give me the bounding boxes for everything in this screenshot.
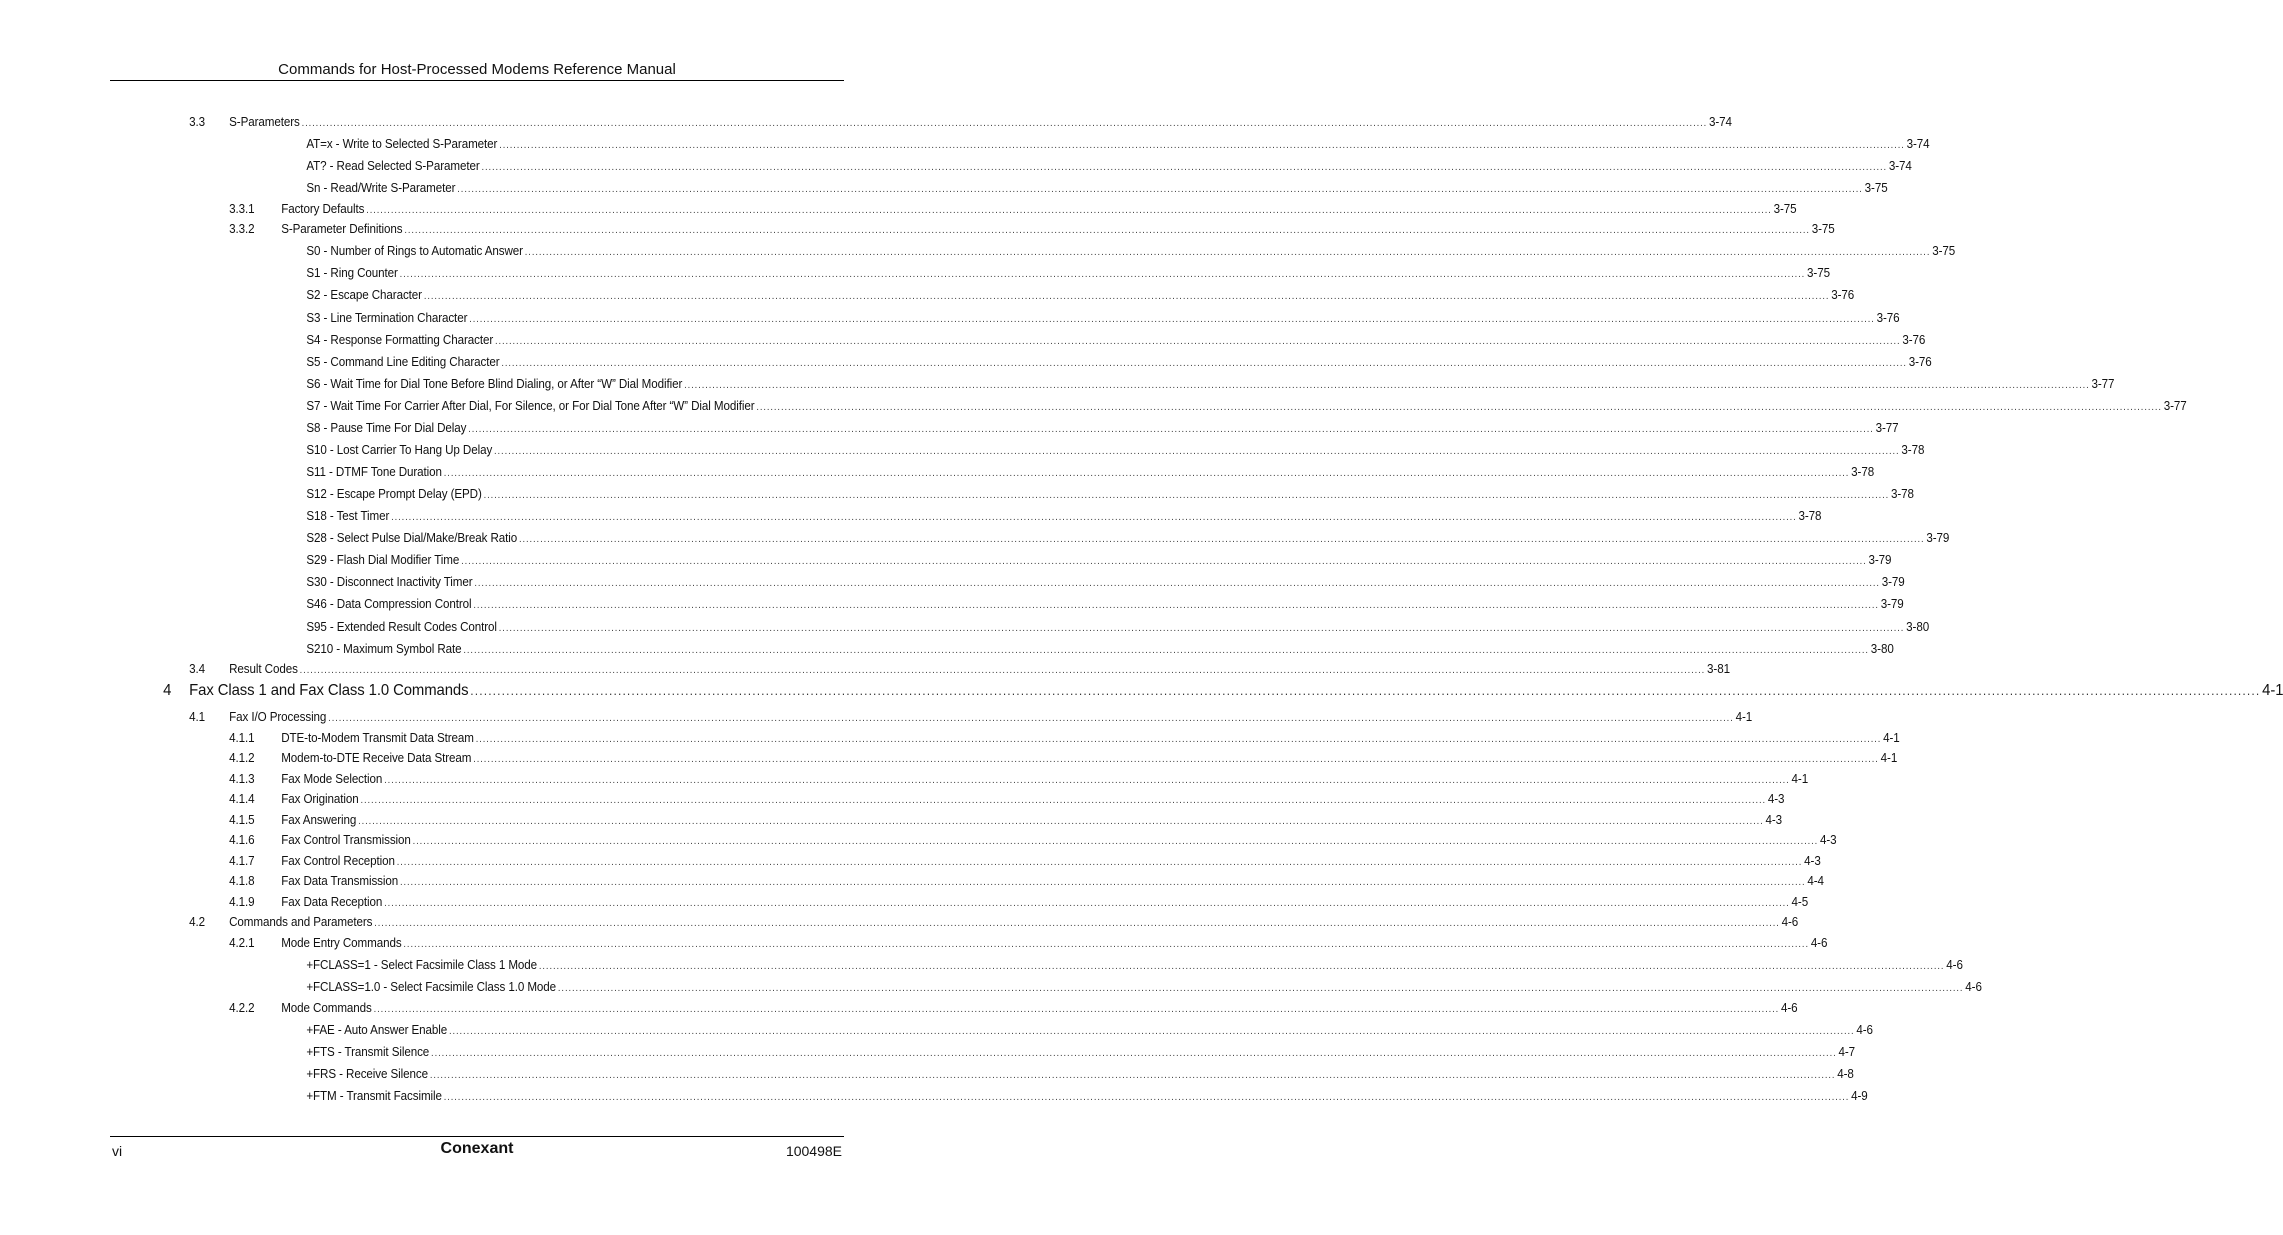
page-header-title: Commands for Host-Processed Modems Reference Manual (278, 61, 676, 78)
toc-page-number: 4-4 (1807, 874, 1824, 888)
toc-page-number: 4-1 (1880, 751, 1898, 765)
toc-dot-leader: ................................................................................................................................................................................................................................................................................................................................................................................................................ (384, 775, 1790, 786)
toc-section-number: 3.3 (189, 115, 206, 129)
toc-entry[interactable] (189, 912, 1799, 932)
toc-page-number: 4-3 (1804, 854, 1821, 868)
toc-entry-title: S7 - Wait Time For Carrier After Dial, For Silence, or For Dial Tone After “W” Dial Modifier (306, 399, 755, 413)
toc-page-number: 3-75 (1773, 202, 1797, 216)
toc-dot-leader: ................................................................................................................................................................................................................................................................................................................................................................................................................ (396, 857, 1803, 868)
toc-section-number: 4.1.1 (229, 731, 255, 745)
toc-dot-leader: ................................................................................................................................................................................................................................................................................................................................................................................................................ (518, 534, 1925, 545)
toc-entry-title: +FAE - Auto Answer Enable (306, 1023, 448, 1037)
toc-entry[interactable] (306, 241, 1956, 261)
toc-entry[interactable] (306, 639, 1894, 659)
toc-entry-title: S-Parameters (229, 115, 300, 129)
toc-page-number: 4-7 (1838, 1045, 1855, 1059)
toc-page-number: 3-76 (1831, 288, 1855, 302)
toc-dot-leader: ................................................................................................................................................................................................................................................................................................................................................................................................................ (473, 754, 1879, 765)
toc-entry[interactable] (306, 352, 1932, 372)
toc-entry[interactable] (306, 396, 2187, 416)
toc-dot-leader: ................................................................................................................................................................................................................................................................................................................................................................................................................ (474, 578, 1880, 589)
toc-section-number: 4.1.8 (229, 874, 255, 888)
toc-dot-leader: ................................................................................................................................................................................................................................................................................................................................................................................................................ (481, 162, 1888, 173)
toc-entry-title: +FCLASS=1.0 - Select Facsimile Class 1.0 Mode (306, 980, 557, 994)
toc-entry-title: AT? - Read Selected S-Parameter (306, 159, 480, 173)
toc-entry[interactable] (229, 933, 1828, 953)
toc-entry-title: Modem-to-DTE Receive Data Stream (281, 751, 472, 765)
toc-entry-title: S4 - Response Formatting Character (306, 333, 494, 347)
toc-dot-leader: ................................................................................................................................................................................................................................................................................................................................................................................................................ (412, 836, 1819, 847)
toc-page-number: 3-77 (2163, 399, 2187, 413)
toc-page-number: 4-6 (1965, 980, 1982, 994)
toc-entry-title: Fax Mode Selection (281, 772, 383, 786)
toc-entry[interactable] (306, 374, 2115, 394)
toc-page-number: 3-74 (1888, 159, 1912, 173)
toc-section-number: 3.3.2 (229, 222, 255, 236)
toc-page-number: 3-79 (1881, 575, 1905, 589)
toc-page-number: 4-6 (1946, 958, 1963, 972)
toc-entry[interactable] (229, 810, 1783, 830)
toc-dot-leader: ................................................................................................................................................................................................................................................................................................................................................................................................................ (373, 1004, 1780, 1015)
toc-entry-title: S29 - Flash Dial Modifier Time (306, 553, 460, 567)
toc-page-number: 4-8 (1837, 1067, 1854, 1081)
toc-dot-leader: ................................................................................................................................................................................................................................................................................................................................................................................................................ (404, 225, 1810, 236)
footer-rule (110, 1136, 844, 1137)
toc-dot-leader: ................................................................................................................................................................................................................................................................................................................................................................................................................ (524, 247, 1931, 258)
toc-section-number: 3.4 (189, 662, 206, 676)
toc-entry-title: S12 - Escape Prompt Delay (EPD) (306, 487, 482, 501)
toc-section-number: 4.1.5 (229, 813, 255, 827)
toc-page-number: 3-76 (1876, 311, 1900, 325)
footer-doc-number: 100498E (785, 1143, 842, 1159)
toc-entry-title: S28 - Select Pulse Dial/Make/Break Ratio (306, 531, 518, 545)
toc-dot-leader: ................................................................................................................................................................................................................................................................................................................................................................................................................ (498, 623, 1905, 634)
toc-page-number: 4-3 (1765, 813, 1783, 827)
toc-dot-leader: ................................................................................................................................................................................................................................................................................................................................................................................................................ (403, 939, 1809, 950)
toc-section-number: 4.2 (189, 915, 206, 929)
toc-entry-title: Fax I/O Processing (229, 710, 327, 724)
toc-entry[interactable] (306, 285, 1855, 305)
toc-entry[interactable] (306, 617, 1930, 637)
toc-page-number: 3-78 (1901, 443, 1925, 457)
toc-entry[interactable] (306, 330, 1926, 350)
toc-page-number: 4-3 (1820, 833, 1837, 847)
toc-entry[interactable] (306, 977, 1982, 997)
toc-dot-leader: ................................................................................................................................................................................................................................................................................................................................................................................................................ (449, 1026, 1855, 1037)
toc-entry[interactable] (306, 1020, 1873, 1040)
toc-entry-title: S30 - Disconnect Inactivity Timer (306, 575, 473, 589)
toc-dot-leader: ................................................................................................................................................................................................................................................................................................................................................................................................................ (457, 184, 1863, 195)
toc-page-number: 4-6 (1810, 936, 1828, 950)
toc-entry-title: S3 - Line Termination Character (306, 311, 468, 325)
toc-dot-leader: ................................................................................................................................................................................................................................................................................................................................................................................................................ (429, 1070, 1836, 1081)
toc-page-number: 3-80 (1870, 642, 1894, 656)
toc-dot-leader: ................................................................................................................................................................................................................................................................................................................................................................................................................ (360, 795, 1767, 806)
toc-entry[interactable] (306, 462, 1875, 482)
toc-dot-leader: ................................................................................................................................................................................................................................................................................................................................................................................................................ (469, 314, 1875, 325)
toc-entry-title: S8 - Pause Time For Dial Delay (306, 421, 467, 435)
toc-entry[interactable] (229, 998, 1798, 1018)
toc-page-number: 3-75 (1932, 244, 1956, 258)
toc-dot-leader: ................................................................................................................................................................................................................................................................................................................................................................................................................ (443, 1092, 1850, 1103)
toc-section-number: 4.1.3 (229, 772, 255, 786)
toc-entry[interactable] (306, 506, 1822, 526)
toc-dot-leader: ................................................................................................................................................................................................................................................................................................................................................................................................................ (557, 983, 1964, 994)
toc-section-number: 4.2.2 (229, 1001, 255, 1015)
toc-entry-title: Result Codes (229, 662, 298, 676)
footer-page-number: vi (112, 1143, 123, 1159)
toc-dot-leader: ................................................................................................................................................................................................................................................................................................................................................................................................................ (399, 269, 1806, 280)
toc-entry-title: S5 - Command Line Editing Character (306, 355, 500, 369)
toc-page-number: 3-76 (1908, 355, 1932, 369)
toc-page-number: 3-74 (1708, 115, 1732, 129)
toc-section-number: 4.1.7 (229, 854, 255, 868)
toc-entry-title: Fax Answering (281, 813, 357, 827)
toc-page-number: 4-1 (1735, 710, 1753, 724)
toc-section-number: 4.1.6 (229, 833, 255, 847)
toc-entry-title: +FTS - Transmit Silence (306, 1045, 430, 1059)
toc-section-number: 3.3.1 (229, 202, 255, 216)
toc-entry[interactable] (229, 851, 1821, 871)
toc-section-number: 4.1.9 (229, 895, 255, 909)
toc-entry-title: S11 - DTMF Tone Duration (306, 465, 442, 479)
toc-entry-title: AT=x - Write to Selected S-Parameter (306, 137, 498, 151)
toc-entry-title: S95 - Extended Result Codes Control (306, 620, 497, 634)
toc-page-number: 4-6 (1856, 1023, 1873, 1037)
toc-page-number: 4-9 (1851, 1089, 1868, 1103)
toc-entry[interactable] (229, 728, 1900, 748)
toc-entry-title: S46 - Data Compression Control (306, 597, 472, 611)
toc-dot-leader: ................................................................................................................................................................................................................................................................................................................................................................................................................ (473, 600, 1879, 611)
toc-entry[interactable] (229, 830, 1837, 850)
toc-page-number: 3-77 (2091, 377, 2115, 391)
toc-entry-title: Fax Origination (281, 792, 359, 806)
toc-entry[interactable] (229, 789, 1785, 809)
toc-entry[interactable] (229, 769, 1809, 789)
toc-entry[interactable] (306, 528, 1950, 548)
toc-entry[interactable] (306, 484, 1914, 504)
toc-dot-leader: ................................................................................................................................................................................................................................................................................................................................................................................................................ (443, 468, 1850, 479)
toc-dot-leader: ................................................................................................................................................................................................................................................................................................................................................................................................................ (499, 140, 1905, 151)
toc-entry[interactable] (229, 871, 1824, 891)
toc-page-number: 4-1 (2262, 682, 2283, 699)
toc-page-number: 4-3 (1767, 792, 1785, 806)
toc-entry-title: Fax Control Transmission (281, 833, 411, 847)
toc-entry[interactable] (229, 219, 1835, 239)
toc-dot-leader: ................................................................................................................................................................................................................................................................................................................................................................................................................ (756, 402, 2162, 413)
toc-section-number: 4 (163, 682, 172, 699)
toc-entry-title: S210 - Maximum Symbol Rate (306, 642, 462, 656)
toc-entry[interactable] (306, 178, 1888, 198)
toc-dot-leader: ................................................................................................................................................................................................................................................................................................................................................................................................................ (501, 358, 1907, 369)
toc-entry-title: Mode Commands (281, 1001, 372, 1015)
toc-entry[interactable] (189, 112, 1732, 132)
toc-entry[interactable] (229, 199, 1797, 219)
toc-entry-title: Fax Data Transmission (281, 874, 399, 888)
toc-dot-leader: ................................................................................................................................................................................................................................................................................................................................................................................................................ (494, 336, 1901, 347)
toc-page-number: 3-80 (1906, 620, 1930, 634)
toc-entry[interactable] (306, 572, 1905, 592)
toc-entry-title: S6 - Wait Time for Dial Tone Before Blind Dialing, or After “W” Dial Modifier (306, 377, 683, 391)
toc-dot-leader: ................................................................................................................................................................................................................................................................................................................................................................................................................ (384, 898, 1790, 909)
toc-page-number: 3-75 (1864, 181, 1888, 195)
toc-dot-leader: ................................................................................................................................................................................................................................................................................................................................................................................................................ (483, 490, 1890, 501)
toc-entry[interactable] (306, 308, 1900, 328)
toc-entry-title: +FCLASS=1 - Select Facsimile Class 1 Mode (306, 958, 538, 972)
toc-entry-title: Fax Class 1 and Fax Class 1.0 Commands (189, 682, 469, 699)
toc-chapter-entry[interactable] (163, 679, 2283, 703)
toc-dot-leader: ................................................................................................................................................................................................................................................................................................................................................................................................................ (328, 713, 1734, 724)
toc-dot-leader: ................................................................................................................................................................................................................................................................................................................................................................................................................ (538, 961, 1945, 972)
toc-entry[interactable] (306, 156, 1912, 176)
toc-dot-leader: ................................................................................................................................................................................................................................................................................................................................................................................................................ (470, 683, 2261, 698)
toc-page-number: 3-81 (1707, 662, 1730, 676)
toc-dot-leader: ................................................................................................................................................................................................................................................................................................................................................................................................................ (366, 205, 1772, 216)
toc-entry[interactable] (229, 892, 1809, 912)
toc-section-number: 4.2.1 (229, 936, 255, 950)
toc-entry[interactable] (306, 418, 1899, 438)
toc-entry[interactable] (229, 748, 1898, 768)
toc-entry[interactable] (306, 440, 1925, 460)
toc-entry[interactable] (306, 1064, 1854, 1084)
toc-dot-leader: ................................................................................................................................................................................................................................................................................................................................................................................................................ (423, 291, 1830, 302)
toc-entry[interactable] (306, 134, 1930, 154)
toc-entry-title: S-Parameter Definitions (281, 222, 403, 236)
toc-dot-leader: ................................................................................................................................................................................................................................................................................................................................................................................................................ (468, 424, 1874, 435)
toc-entry-title: Commands and Parameters (229, 915, 373, 929)
toc-dot-leader: ................................................................................................................................................................................................................................................................................................................................................................................................................ (301, 118, 1708, 129)
toc-entry[interactable] (306, 594, 1904, 614)
toc-dot-leader: ................................................................................................................................................................................................................................................................................................................................................................................................................ (475, 734, 1882, 745)
toc-page-number: 3-75 (1807, 266, 1830, 280)
toc-dot-leader: ................................................................................................................................................................................................................................................................................................................................................................................................................ (374, 918, 1780, 929)
toc-entry[interactable] (306, 955, 1963, 975)
toc-dot-leader: ................................................................................................................................................................................................................................................................................................................................................................................................................ (299, 665, 1706, 676)
toc-entry[interactable] (189, 707, 1753, 727)
toc-entry[interactable] (189, 659, 1730, 679)
toc-entry-title: S2 - Escape Character (306, 288, 422, 302)
toc-section-number: 4.1.4 (229, 792, 255, 806)
toc-page-number: 3-78 (1798, 509, 1822, 523)
toc-entry-title: Fax Control Reception (281, 854, 395, 868)
toc-page-number: 3-75 (1811, 222, 1835, 236)
toc-page-number: 3-78 (1891, 487, 1914, 501)
toc-section-number: 4.1.2 (229, 751, 255, 765)
toc-dot-leader: ................................................................................................................................................................................................................................................................................................................................................................................................................ (494, 446, 1900, 457)
toc-entry-title: Sn - Read/Write S-Parameter (306, 181, 456, 195)
toc-entry-title: Fax Data Reception (281, 895, 383, 909)
toc-entry-title: S18 - Test Timer (306, 509, 390, 523)
toc-entry-title: S10 - Lost Carrier To Hang Up Delay (306, 443, 493, 457)
toc-page-number: 3-74 (1906, 137, 1930, 151)
toc-entry[interactable] (306, 550, 1892, 570)
toc-entry-title: Factory Defaults (281, 202, 365, 216)
toc-dot-leader: ................................................................................................................................................................................................................................................................................................................................................................................................................ (391, 512, 1797, 523)
toc-page-number: 3-77 (1875, 421, 1899, 435)
toc-dot-leader: ................................................................................................................................................................................................................................................................................................................................................................................................................ (684, 380, 2090, 391)
toc-entry-title: S1 - Ring Counter (306, 266, 398, 280)
toc-page-number: 3-79 (1926, 531, 1950, 545)
toc-dot-leader: ................................................................................................................................................................................................................................................................................................................................................................................................................ (431, 1048, 1837, 1059)
toc-entry-title: +FRS - Receive Silence (306, 1067, 429, 1081)
toc-dot-leader: ................................................................................................................................................................................................................................................................................................................................................................................................................ (400, 877, 1806, 888)
toc-dot-leader: ................................................................................................................................................................................................................................................................................................................................................................................................................ (461, 556, 1867, 567)
toc-entry[interactable] (306, 263, 1830, 283)
toc-dot-leader: ................................................................................................................................................................................................................................................................................................................................................................................................................ (358, 816, 1764, 827)
toc-page-number: 3-79 (1880, 597, 1904, 611)
toc-page-number: 4-1 (1883, 731, 1900, 745)
toc-page-number: 3-79 (1868, 553, 1892, 567)
toc-dot-leader: ................................................................................................................................................................................................................................................................................................................................................................................................................ (463, 645, 1869, 656)
toc-page-number: 4-6 (1781, 915, 1799, 929)
toc-entry-title: S0 - Number of Rings to Automatic Answer (306, 244, 523, 258)
toc-page-number: 4-6 (1781, 1001, 1798, 1015)
toc-entry[interactable] (306, 1086, 1868, 1106)
toc-entry-title: Mode Entry Commands (281, 936, 402, 950)
toc-page-number: 3-78 (1851, 465, 1875, 479)
footer-company: Conexant (440, 1140, 514, 1157)
toc-entry-title: DTE-to-Modem Transmit Data Stream (281, 731, 474, 745)
toc-page-number: 3-76 (1902, 333, 1926, 347)
toc-page-number: 4-5 (1791, 895, 1809, 909)
toc-page-number: 4-1 (1791, 772, 1809, 786)
toc-entry-title: +FTM - Transmit Facsimile (306, 1089, 442, 1103)
toc-entry[interactable] (306, 1042, 1855, 1062)
toc-section-number: 4.1 (189, 710, 206, 724)
